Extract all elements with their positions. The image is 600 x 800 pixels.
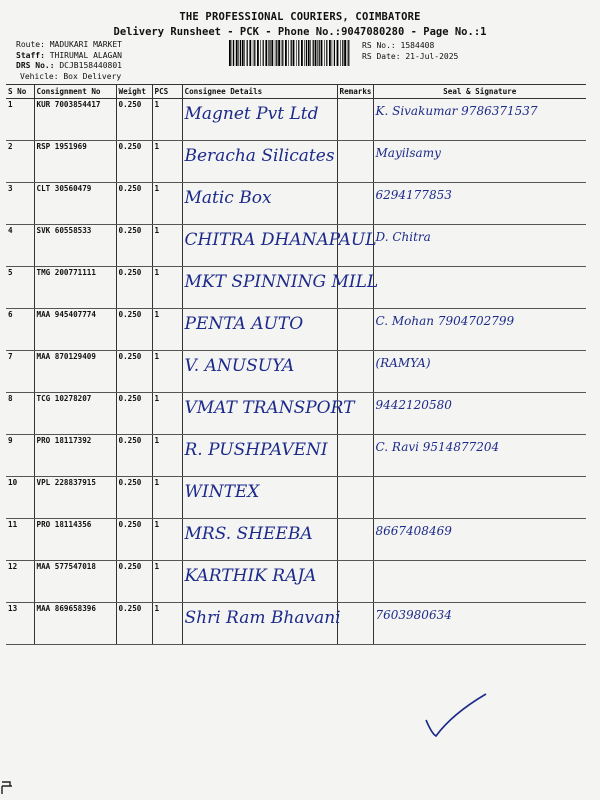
row-consignment-no: MAA 869658396 — [36, 604, 96, 613]
company-title: THE PROFESSIONAL COURIERS, COIMBATORE — [179, 11, 421, 23]
row-consignee: MRS. SHEEBA — [184, 524, 313, 544]
row-sno-cell — [6, 393, 34, 435]
row-consignment-no-cell — [34, 141, 116, 183]
row-consignee-cell — [182, 351, 337, 393]
row-consignee-cell — [182, 477, 337, 519]
row-consignment-no: CLT 30560479 — [36, 184, 92, 193]
row-seal-signature-cell — [373, 309, 586, 351]
row-consignment-no: TCG 10278207 — [36, 394, 92, 403]
row-weight-cell — [116, 225, 152, 267]
row-weight-cell — [116, 519, 152, 561]
row-pcs-cell — [152, 141, 182, 183]
row-seal-signature-cell — [373, 99, 586, 141]
vehicle-line — [20, 72, 121, 81]
row-consignment-no: TMG 200771111 — [36, 268, 96, 277]
row-consignee: CHITRA DHANAPAUL — [184, 230, 377, 250]
row-weight-cell — [116, 561, 152, 603]
meta-right-block — [362, 40, 458, 62]
row-consignee-cell — [182, 393, 355, 435]
row-sno-cell — [6, 225, 34, 267]
row-consignee: Beracha Silicates — [184, 146, 335, 166]
rs-date-value: 21-Jul-2025 — [405, 52, 459, 61]
row-seal-signature-cell — [373, 351, 586, 393]
row-seal-signature: C. Ravi 9514877204 — [375, 440, 500, 454]
row-consignment-no-cell — [34, 99, 116, 141]
row-remarks-cell — [337, 477, 373, 519]
row-pcs-cell — [152, 477, 182, 519]
row-pcs-cell — [152, 603, 182, 645]
row-weight-cell — [116, 183, 152, 225]
row-sno: 3 — [8, 184, 13, 193]
col-header-sno: S No — [6, 85, 34, 99]
table-row — [6, 267, 586, 309]
row-consignment-no: SVK 60558533 — [36, 226, 92, 235]
row-remarks-cell — [337, 519, 373, 561]
row-sno-cell — [6, 267, 34, 309]
row-seal-signature-cell — [373, 435, 586, 477]
row-sno: 12 — [8, 562, 18, 571]
row-consignment-no: MAA 945407774 — [36, 310, 96, 319]
row-weight: 0.250 — [118, 100, 142, 109]
col-header-consignment: Consignment No — [34, 85, 116, 99]
rs-date-label: RS Date: — [362, 52, 401, 61]
row-sno-cell — [6, 99, 34, 141]
row-weight-cell — [116, 267, 152, 309]
row-consignee-cell — [182, 141, 337, 183]
col-header-remarks: Remarks — [337, 85, 373, 99]
row-consignee: Matic Box — [184, 188, 272, 208]
rs-no-label: RS No.: — [362, 41, 396, 50]
row-sno-cell — [6, 435, 34, 477]
row-consignment-no-cell — [34, 603, 116, 645]
row-weight: 0.250 — [118, 478, 142, 487]
row-seal-signature: 6294177853 — [375, 188, 452, 202]
row-remarks-cell — [337, 309, 373, 351]
table-row — [6, 603, 586, 645]
row-pcs-cell — [152, 519, 182, 561]
row-seal-signature: 8667408469 — [375, 524, 452, 538]
row-consignment-no: MAA 870129409 — [36, 352, 96, 361]
row-pcs-cell — [152, 99, 182, 141]
table-row — [6, 519, 586, 561]
route-label: Route: — [16, 40, 45, 49]
route-value: MADUKARI MARKET — [49, 40, 122, 49]
row-consignee: Shri Ram Bhavani — [184, 608, 341, 628]
row-pcs: 1 — [154, 436, 160, 445]
row-consignment-no: VPL 228837915 — [36, 478, 96, 487]
row-sno-cell — [6, 141, 34, 183]
row-sno: 7 — [8, 352, 13, 361]
row-pcs: 1 — [154, 562, 160, 571]
row-pcs-cell — [152, 225, 182, 267]
row-sno-cell — [6, 519, 34, 561]
row-consignment-no: MAA 577547018 — [36, 562, 96, 571]
row-remarks-cell — [337, 603, 373, 645]
row-consignee-cell — [182, 267, 379, 309]
row-consignee-cell — [182, 603, 341, 645]
row-consignment-no: PRO 18114356 — [36, 520, 92, 529]
row-sno-cell — [6, 183, 34, 225]
row-weight: 0.250 — [118, 562, 142, 571]
row-pcs-cell — [152, 435, 182, 477]
row-weight: 0.250 — [118, 436, 142, 445]
row-consignment-no-cell — [34, 267, 116, 309]
table-row — [6, 141, 586, 183]
row-pcs: 1 — [154, 394, 160, 403]
row-consignment-no-cell — [34, 225, 116, 267]
row-seal-signature-cell — [373, 225, 586, 267]
row-consignment-no: PRO 18117392 — [36, 436, 92, 445]
table-row — [6, 99, 586, 141]
staff-label: Staff: — [16, 50, 45, 60]
table-row — [6, 393, 586, 435]
row-sno: 5 — [8, 268, 13, 277]
row-pcs-cell — [152, 351, 182, 393]
rs-no-value: 1584408 — [400, 41, 435, 50]
row-sno-cell — [6, 561, 34, 603]
route-line — [16, 40, 122, 51]
row-consignment-no-cell — [34, 351, 116, 393]
meta-left-block — [16, 40, 122, 72]
row-pcs: 1 — [154, 142, 160, 151]
drs-line — [16, 61, 122, 72]
row-consignee: PENTA AUTO — [184, 314, 304, 334]
row-weight-cell — [116, 477, 152, 519]
row-remarks-cell — [337, 435, 373, 477]
row-sno: 2 — [8, 142, 13, 151]
row-weight-cell — [116, 309, 152, 351]
row-weight: 0.250 — [118, 142, 142, 151]
row-sno: 6 — [8, 310, 13, 319]
row-consignment-no-cell — [34, 183, 116, 225]
row-consignee-cell — [182, 183, 337, 225]
row-consignee-cell — [182, 225, 377, 267]
row-weight-cell — [116, 435, 152, 477]
table-row — [6, 225, 586, 267]
row-seal-signature-cell — [373, 603, 586, 645]
row-seal-signature: C. Mohan 7904702799 — [375, 314, 515, 328]
row-consignee: V. ANUSUYA — [184, 356, 295, 376]
staff-line — [16, 51, 122, 62]
row-pcs: 1 — [154, 226, 160, 235]
row-seal-signature-cell — [373, 561, 586, 603]
row-weight: 0.250 — [118, 268, 142, 277]
row-sno: 11 — [8, 520, 18, 529]
row-seal-signature: (RAMYA) — [375, 356, 431, 370]
runsheet-subtitle: Delivery Runsheet - PCK - Phone No.:9047080280 - Page No.:1 — [113, 26, 487, 38]
row-seal-signature: 9442120580 — [375, 398, 452, 412]
table-header-row — [6, 85, 586, 99]
row-consignment-no-cell — [34, 477, 116, 519]
staff-value: THIRUMAL ALAGAN — [49, 50, 122, 60]
row-weight: 0.250 — [118, 184, 142, 193]
row-pcs: 1 — [154, 604, 160, 613]
row-seal-signature-cell — [373, 393, 586, 435]
row-sno: 4 — [8, 226, 13, 235]
row-weight: 0.250 — [118, 352, 142, 361]
row-seal-signature: 7603980634 — [375, 608, 452, 622]
table-row — [6, 435, 586, 477]
row-seal-signature-cell — [373, 519, 586, 561]
checkmark-icon — [422, 690, 492, 740]
row-pcs-cell — [152, 393, 182, 435]
row-consignee-cell — [182, 519, 337, 561]
row-weight: 0.250 — [118, 310, 142, 319]
row-pcs: 1 — [154, 268, 160, 277]
row-remarks-cell — [337, 561, 373, 603]
row-weight: 0.250 — [118, 520, 142, 529]
row-consignment-no: RSP 1951969 — [36, 142, 87, 151]
row-sno-cell — [6, 351, 34, 393]
row-sno: 13 — [8, 604, 18, 613]
row-weight: 0.250 — [118, 394, 142, 403]
row-sno-cell — [6, 603, 34, 645]
row-sno-cell — [6, 477, 34, 519]
row-consignee: WINTEX — [184, 482, 260, 502]
row-weight: 0.250 — [118, 226, 142, 235]
table-row — [6, 183, 586, 225]
row-consignment-no-cell — [34, 561, 116, 603]
row-consignee-cell — [182, 435, 337, 477]
table-row — [6, 477, 586, 519]
row-pcs: 1 — [154, 478, 160, 487]
row-pcs-cell — [152, 183, 182, 225]
row-consignment-no-cell — [34, 393, 116, 435]
row-weight: 0.250 — [118, 604, 142, 613]
row-consignee: KARTHIK RAJA — [184, 566, 317, 586]
col-header-seal: Seal & Signature — [373, 85, 586, 99]
table-row — [6, 561, 586, 603]
row-weight-cell — [116, 351, 152, 393]
row-weight-cell — [116, 99, 152, 141]
row-consignee: VMAT TRANSPORT — [184, 398, 355, 418]
row-sno: 1 — [8, 100, 13, 109]
col-header-weight: Weight — [116, 85, 152, 99]
row-pcs-cell — [152, 267, 182, 309]
corner-stamp-mark — [0, 780, 14, 796]
rs-date-line — [362, 51, 458, 62]
row-weight-cell — [116, 141, 152, 183]
vehicle-value: Box Delivery — [63, 72, 122, 81]
row-consignee: MKT SPINNING MILL — [184, 272, 379, 292]
row-pcs-cell — [152, 309, 182, 351]
drs-value: DCJB158440801 — [59, 61, 122, 70]
col-header-consignee: Consignee Details — [182, 85, 337, 99]
row-consignee: R. PUSHPAVENI — [184, 440, 328, 460]
table-row — [6, 309, 586, 351]
row-remarks-cell — [337, 351, 373, 393]
row-consignee: Magnet Pvt Ltd — [184, 104, 319, 124]
row-seal-signature: K. Sivakumar 9786371537 — [375, 104, 538, 118]
rs-no-line — [362, 40, 458, 51]
col-header-pcs: PCS — [152, 85, 182, 99]
row-seal-signature: D. Chitra — [375, 230, 431, 244]
table-row — [6, 351, 586, 393]
row-consignment-no-cell — [34, 519, 116, 561]
row-consignment-no-cell — [34, 435, 116, 477]
row-pcs: 1 — [154, 310, 160, 319]
row-consignee-cell — [182, 309, 337, 351]
row-seal-signature-cell — [373, 267, 586, 309]
row-pcs: 1 — [154, 520, 160, 529]
row-sno-cell — [6, 309, 34, 351]
row-sno: 10 — [8, 478, 18, 487]
row-remarks-cell — [337, 183, 373, 225]
drs-label: DRS No.: — [16, 61, 55, 70]
row-seal-signature-cell — [373, 477, 586, 519]
row-seal-signature-cell — [373, 141, 586, 183]
row-remarks-cell — [337, 99, 373, 141]
row-consignment-no: KUR 7003854417 — [36, 100, 101, 109]
runsheet-table — [6, 84, 586, 645]
row-pcs: 1 — [154, 352, 160, 361]
row-pcs: 1 — [154, 100, 160, 109]
row-seal-signature: Mayilsamy — [375, 146, 441, 160]
row-pcs: 1 — [154, 184, 160, 193]
row-sno: 8 — [8, 394, 13, 403]
row-consignment-no-cell — [34, 309, 116, 351]
row-weight-cell — [116, 393, 152, 435]
barcode-image — [229, 40, 351, 66]
vehicle-label: Vehicle: — [20, 72, 59, 81]
row-pcs-cell — [152, 561, 182, 603]
row-remarks-cell — [337, 141, 373, 183]
row-weight-cell — [116, 603, 152, 645]
row-consignee-cell — [182, 99, 337, 141]
row-consignee-cell — [182, 561, 337, 603]
row-sno: 9 — [8, 436, 13, 445]
row-seal-signature-cell — [373, 183, 586, 225]
